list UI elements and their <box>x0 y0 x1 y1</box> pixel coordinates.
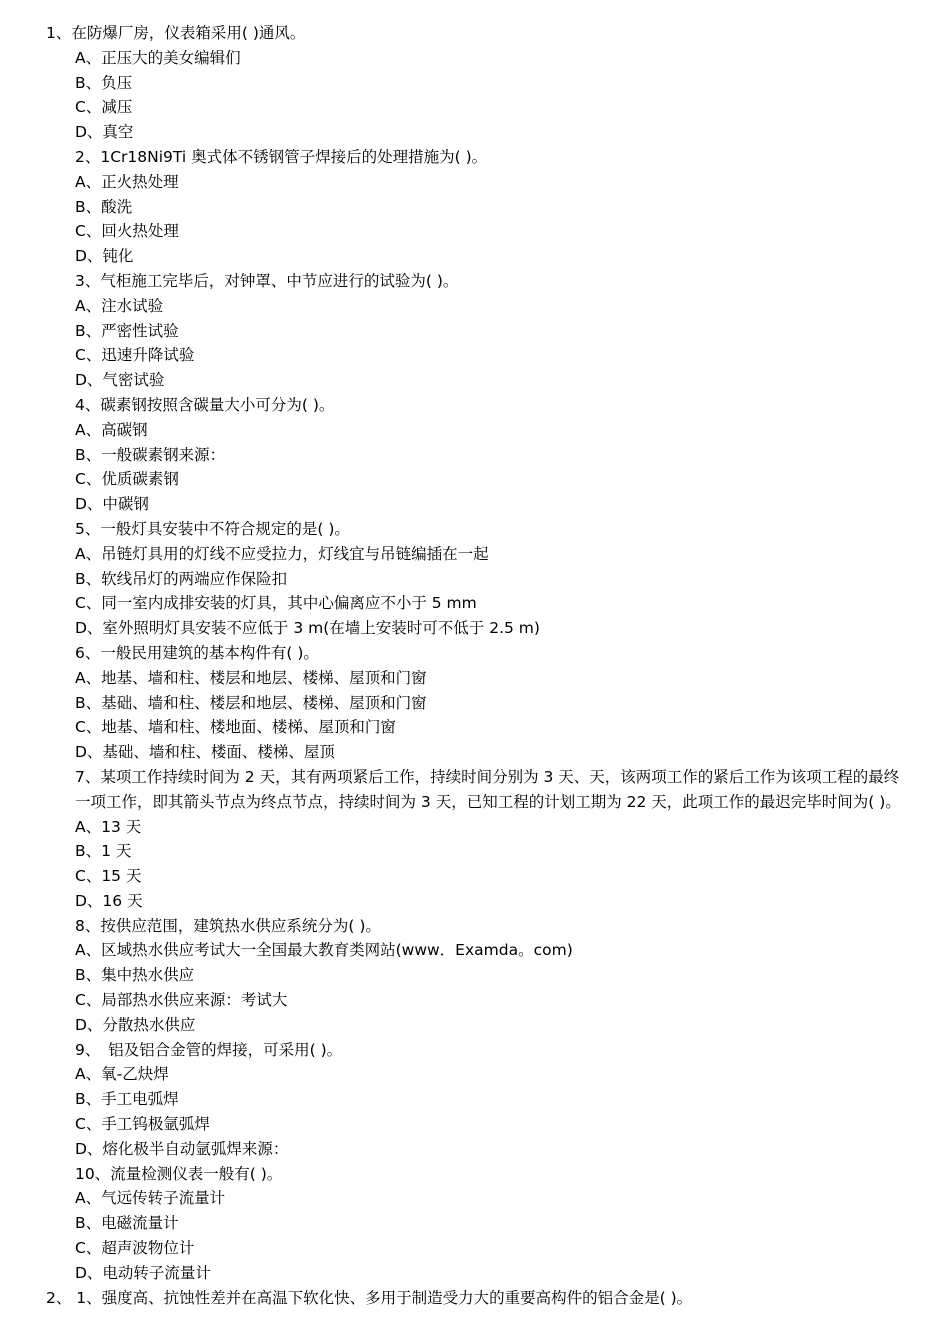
answer-option: D、熔化极半自动氩弧焊来源： <box>75 1139 289 1158</box>
answer-option: B、软线吊灯的两端应作保险扣 <box>75 569 288 588</box>
question-group-heading: 2、 1、强度高、抗蚀性差并在高温下软化快、多用于制造受力大的重要高构件的铝合金是( )。 <box>46 1288 693 1307</box>
answer-option: B、负压 <box>75 73 133 92</box>
answer-option: D、电动转子流量计 <box>75 1263 211 1282</box>
answer-option: D、室外照明灯具安装不应低于 3 m(在墙上安装时可不低于 2.5 m) <box>75 619 540 638</box>
answer-option: B、酸洗 <box>75 197 133 216</box>
answer-option: C、15 天 <box>75 867 142 886</box>
document-page <box>0 21 950 1310</box>
answer-option: C、回火热处理 <box>75 222 179 241</box>
answer-option: B、1 天 <box>75 842 132 861</box>
answer-option: C、超声波物位计 <box>75 1239 195 1258</box>
answer-option: C、迅速升降试验 <box>75 346 195 365</box>
answer-option: A、高碳钢 <box>75 420 148 439</box>
question-text: 8、按供应范围，建筑热水供应系统分为( )。 <box>75 916 381 935</box>
answer-option: C、减压 <box>75 98 133 117</box>
question-text: 10、流量检测仪表一般有( )。 <box>75 1164 283 1183</box>
question-text: 4、碳素钢按照含碳量大小可分为( )。 <box>75 395 335 414</box>
answer-option: D、基础、墙和柱、楼面、楼梯、屋顶 <box>75 743 335 762</box>
answer-option: C、手工钨极氩弧焊 <box>75 1115 210 1134</box>
answer-option: D、中碳钢 <box>75 495 149 514</box>
answer-option: C、优质碳素钢 <box>75 470 179 489</box>
answer-option: B、集中热水供应 <box>75 966 195 985</box>
answer-option: C、同一室内成排安装的灯具，其中心偏离应不小于 5 mm <box>75 594 477 613</box>
answer-option: A、氧-乙炔焊 <box>75 1065 169 1084</box>
answer-option: B、基础、墙和柱、楼层和地层、楼梯、屋顶和门窗 <box>75 693 427 712</box>
answer-option: A、正火热处理 <box>75 172 179 191</box>
answer-option: A、吊链灯具用的灯线不应受拉力，灯线宜与吊链编插在一起 <box>75 544 489 563</box>
answer-option: C、局部热水供应来源：考试大 <box>75 991 288 1010</box>
question-text: 3、气柜施工完毕后，对钟罩、中节应进行的试验为( )。 <box>75 271 459 290</box>
answer-option: B、一般碳素钢来源： <box>75 445 226 464</box>
answer-option: D、气密试验 <box>75 371 165 390</box>
question-group-heading: 1、在防爆厂房，仪表箱采用( )通风。 <box>46 24 306 42</box>
answer-option: D、分散热水供应 <box>75 1015 196 1034</box>
question-text: 2、1Cr18Ni9Ti 奥式体不锈钢管子焊接后的处理措施为( )。 <box>75 147 488 166</box>
answer-option: B、手工电弧焊 <box>75 1090 179 1109</box>
answer-option: B、严密性试验 <box>75 321 179 340</box>
question-text: 9、 铝及铝合金管的焊接，可采用( )。 <box>75 1040 343 1059</box>
answer-option: D、钝化 <box>75 247 134 266</box>
question-text: 5、一般灯具安装中不符合规定的是( )。 <box>75 519 350 538</box>
answer-option: B、电磁流量计 <box>75 1214 179 1233</box>
question-text: 6、一般民用建筑的基本构件有( )。 <box>75 643 319 662</box>
answer-option: D、真空 <box>75 123 134 142</box>
answer-option: A、地基、墙和柱、楼层和地层、楼梯、屋顶和门窗 <box>75 668 427 687</box>
answer-option: D、16 天 <box>75 891 143 910</box>
answer-option: A、气远传转子流量计 <box>75 1189 226 1208</box>
answer-option: C、地基、墙和柱、楼地面、楼梯、屋顶和门窗 <box>75 718 396 737</box>
answer-option: A、区域热水供应考试大一全国最大教育类网站(www．Examda。com) <box>75 941 573 960</box>
question-paragraph: 7、某项工作持续时间为 2 天，其有两项紧后工作，持续时间分别为 3 天、天，该两项工作的紧后工作为该项工程的最终一项工作，即其箭头节点为终点节点，持续时间为 3 天，已知工程的计划工期为 22 天，此项工作的最迟完毕时间为( )。 <box>75 767 901 811</box>
answer-option: A、正压大的美女编辑们 <box>75 48 241 67</box>
answer-option: A、13 天 <box>75 817 142 836</box>
answer-option: A、注水试验 <box>75 296 164 315</box>
